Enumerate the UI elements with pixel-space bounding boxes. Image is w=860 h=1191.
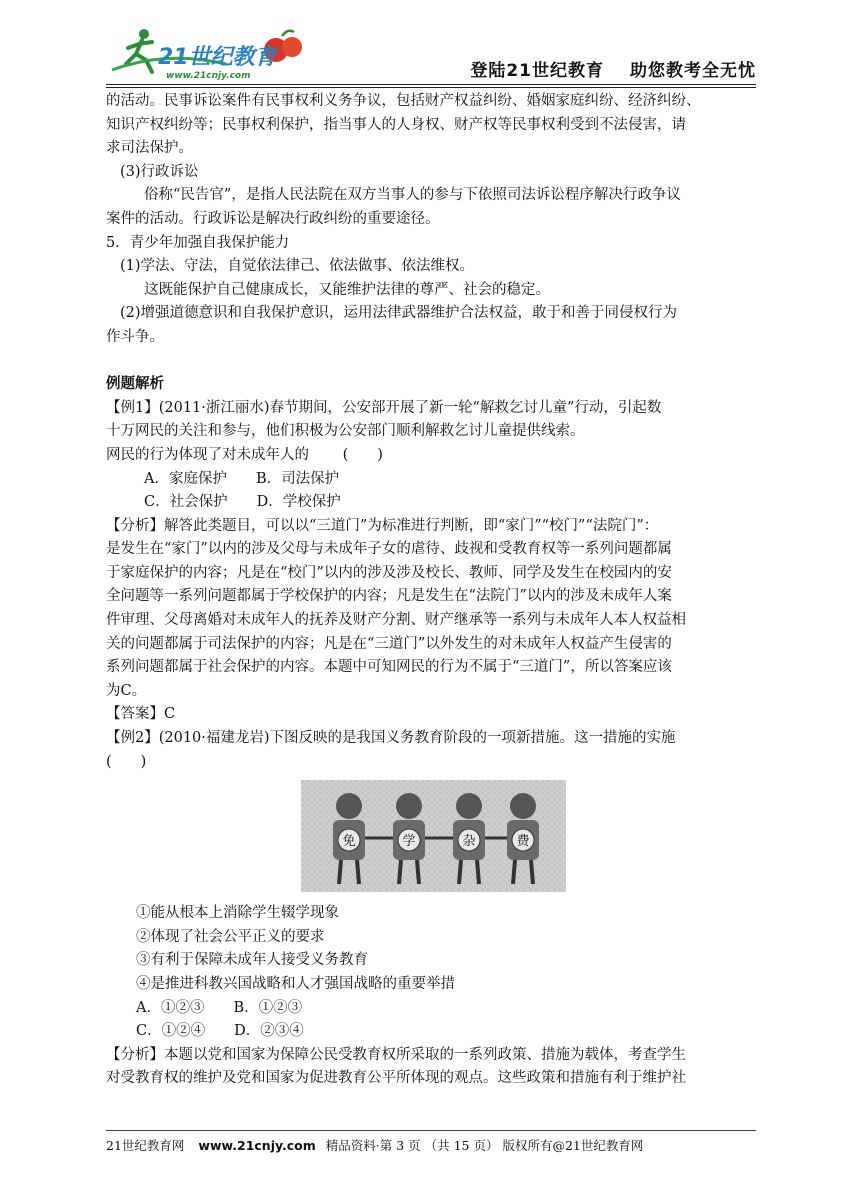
text-line: C．社会保护 D．学校保护 — [144, 494, 341, 511]
text-line: 为C。 — [106, 682, 147, 699]
page-footer — [106, 1136, 756, 1154]
text-line: ( ) — [106, 753, 147, 770]
footer-url[interactable]: www.21cnjy.com — [198, 1138, 316, 1153]
text-line: ③有利于保障未成年人接受义务教育 — [136, 952, 368, 969]
text-line: 全问题等一系列问题都属于学校保护的内容；凡是发生在“法院门”以内的涉及未成年人案 — [106, 588, 672, 605]
tuition-free-illustration — [301, 780, 566, 892]
section-heading: 例题解析 — [106, 376, 164, 393]
text-line: 俗称“民告官”，是指人民法院在双方当事人的参与下依照司法诉讼程序解决行政争议 — [144, 187, 681, 204]
footer-site: 21世纪教育网 — [106, 1138, 185, 1153]
text-line: 作斗争。 — [106, 328, 164, 345]
logo-title: 21世纪教育 — [158, 45, 277, 70]
text-line: C．①②④ D．②③④ — [136, 1023, 304, 1040]
child-label: 学 — [402, 834, 416, 850]
header-slogan — [470, 56, 756, 81]
child-label: 免 — [342, 834, 356, 850]
footer-divider — [106, 1130, 756, 1131]
header-slogan-right: 助您教考全无忧 — [630, 61, 756, 81]
child-label: 费 — [516, 834, 530, 850]
text-line: A．家庭保护 B．司法保护 — [144, 470, 340, 487]
footer-info: 精品资料·第 3 页 （共 15 页） 版权所有@21世纪教育网 — [325, 1138, 644, 1153]
site-logo[interactable] — [106, 20, 311, 84]
text-line: A．①②③ B．①②③ — [136, 999, 303, 1016]
text-line: 【答案】C — [106, 706, 176, 723]
header-divider-thin — [106, 87, 756, 88]
text-line: 网民的行为体现了对未成年人的 ( ) — [106, 446, 383, 463]
text-line: 的活动。民事诉讼案件有民事权利义务争议，包括财产权益纠纷、婚姻家庭纠纷、经济纠纷、 — [106, 93, 701, 109]
text-line: 十万网民的关注和参与，他们积极为公安部门顺利解救乞讨儿童提供线索。 — [106, 423, 585, 440]
text-line: (1)学法、守法，自觉依法律己、依法做事、依法维权。 — [120, 258, 475, 275]
text-line: 【例1】(2011·浙江丽水)春节期间，公安部开展了新一轮“解救乞讨儿童”行动，引起数 — [106, 399, 662, 416]
logo-url: www.21cnjy.com — [166, 71, 251, 81]
text-line: 于家庭保护的内容；凡是在“校门”以内的涉及涉及校长、教师、同学及发生在校园内的安 — [106, 564, 672, 581]
text-line: 系列问题都属于社会保护的内容。本题中可知网民的行为不属于“三道门”，所以答案应该 — [106, 659, 672, 676]
text-line: 知识产权纠纷等；民事权利保护，指当事人的人身权、财产权等民事权利受到不法侵害，请 — [106, 116, 686, 133]
text-block-before-figure — [106, 90, 756, 774]
text-line: 求司法保护。 — [106, 140, 193, 157]
text-line: 5．青少年加强自我保护能力 — [106, 234, 290, 251]
text-line: (2)增强道德意识和自我保护意识，运用法律武器维护合法权益，敢于和善于同侵权行为 — [120, 305, 678, 322]
text-line: 件审理、父母离婚对未成年人的抚养及财产分割、财产继承等一系列与未成年人本人权益相 — [106, 612, 686, 629]
text-line: 这既能保护自己健康成长，又能维护法律的尊严、社会的稳定。 — [144, 281, 550, 298]
text-line: ④是推进科教兴国战略和人才强国战略的重要举措 — [136, 976, 455, 992]
document-body — [106, 90, 756, 1091]
text-line: ②体现了社会公平正义的要求 — [136, 928, 325, 945]
text-line: 【例2】(2010·福建龙岩)下图反映的是我国义务教育阶段的一项新措施。这一措施的实施 — [106, 730, 676, 747]
text-line: 【分析】解答此类题目，可以以“三道门”为标准进行判断，即“家门”“校门”“法院门”： — [106, 517, 659, 534]
text-line: 是发生在“家门”以内的涉及父母与未成年子女的虐待、歧视和受教育权等一系列问题都属 — [106, 541, 672, 558]
child-label: 杂 — [462, 834, 476, 850]
text-line: 关的问题都属于司法保护的内容；凡是在“三道门”以外发生的对未成年人权益产生侵害的 — [106, 635, 672, 652]
text-line: 【分析】本题以党和国家为保障公民受教育权所采取的一系列政策、措施为载体，考查学生 — [106, 1046, 686, 1063]
text-block-after-figure — [106, 902, 756, 1091]
text-line: ①能从根本上消除学生辍学现象 — [136, 905, 339, 922]
text-line — [106, 350, 756, 374]
text-line: (3)行政诉讼 — [120, 163, 199, 180]
header-divider — [106, 84, 756, 85]
text-line: 案件的活动。行政诉讼是解决行政纠纷的重要途径。 — [106, 210, 440, 227]
text-line: 对受教育权的维护及党和国家为促进教育公平所体现的观点。这些政策和措施有利于维护社 — [106, 1070, 686, 1087]
header-slogan-left: 登陆21世纪教育 — [470, 61, 604, 81]
